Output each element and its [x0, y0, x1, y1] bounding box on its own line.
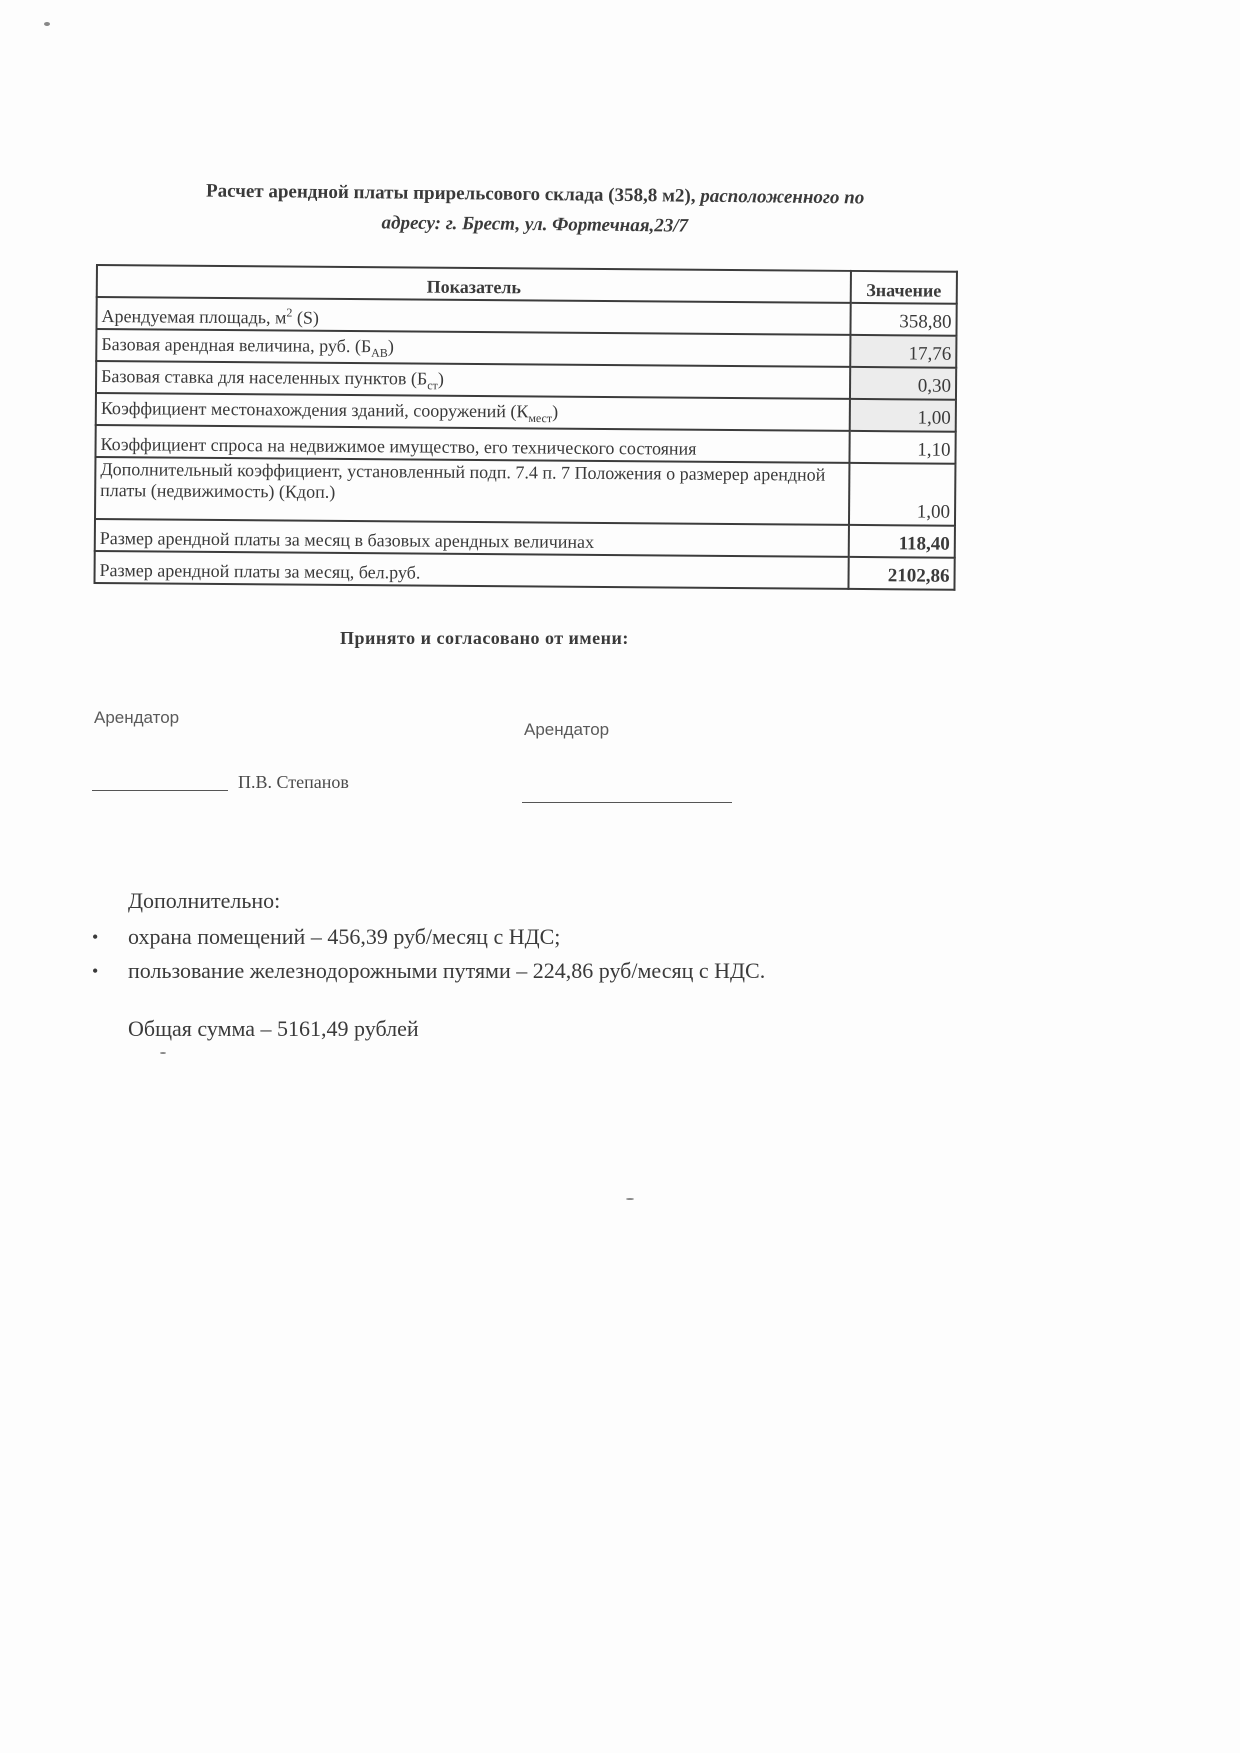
- approval-heading: Принято и согласовано от имени:: [340, 628, 629, 648]
- scan-speck: [160, 1052, 166, 1054]
- scan-speck: [626, 1198, 634, 1200]
- additional-heading: Дополнительно:: [128, 888, 281, 913]
- row-label: Размер арендной платы за месяц в базовых арендных величинах: [95, 519, 849, 557]
- title-line1-plain: Расчет арендной платы прирельсового склада (358,8 м2),: [205, 180, 701, 207]
- row-value: 118,40: [849, 525, 955, 558]
- scan-speck: [44, 22, 50, 26]
- left-signer-name: П.В. Степанов: [238, 772, 349, 792]
- list-item: [90, 920, 990, 954]
- row-label: Базовая арендная величина, руб. $(Б_{АВ})$: [96, 329, 850, 367]
- row-label: Дополнительный коэффициент, установленный подп. 7.4 п. 7 Положения о размерер арендной платы (недвижимость) (Кдоп.): [95, 457, 849, 525]
- table-row: [94, 551, 954, 590]
- row-value: 358,80: [850, 303, 956, 336]
- row-label: Арендуемая площадь, $м^2$ (S): [96, 297, 850, 335]
- row-value: 0,30: [850, 367, 956, 400]
- list-item-text: охрана помещений – 456,39 руб/месяц с НДС;: [128, 924, 561, 949]
- title-line2-italic: адресу: г. Брест, ул. Фортечная,23/7: [381, 212, 689, 237]
- bullet-icon: •: [92, 927, 99, 947]
- list-item: [90, 954, 990, 988]
- additional-list: [90, 920, 990, 988]
- rent-calculation-table: [93, 264, 957, 591]
- row-value: 1,00: [850, 399, 956, 432]
- row-label: Размер арендной платы за месяц, бел.руб.: [94, 551, 848, 589]
- header-indicator: Показатель: [97, 265, 851, 303]
- row-value: 17,76: [850, 335, 956, 368]
- table-row: [95, 457, 955, 526]
- row-label: Базовая ставка для населенных пунктов $(Б_{ст})$: [96, 361, 850, 399]
- row-value: 1,00: [849, 463, 955, 526]
- document-title: [120, 176, 951, 245]
- row-value: 2102,86: [848, 557, 954, 590]
- bullet-icon: •: [92, 961, 99, 981]
- left-signature-line: [92, 790, 228, 791]
- list-item-text: пользование железнодорожными путями – 224,86 руб/месяц с НДС.: [128, 958, 766, 983]
- row-value: 1,10: [849, 431, 955, 464]
- right-party-label: Арендатор: [524, 720, 610, 739]
- row-label: Коэффициент спроса на недвижимое имущество, его технического состояния: [95, 425, 849, 463]
- row-label: Коэффициент местонахождения зданий, сооружений $(К_{мест})$: [96, 393, 850, 431]
- title-line1-italic: расположенного по: [700, 185, 865, 209]
- additional-section: [90, 888, 990, 1042]
- header-value: Значение: [851, 271, 957, 304]
- left-party-label: Арендатор: [94, 708, 180, 727]
- right-signature-line: [522, 802, 732, 803]
- total-sum: Общая сумма – 5161,49 рублей: [128, 1016, 419, 1041]
